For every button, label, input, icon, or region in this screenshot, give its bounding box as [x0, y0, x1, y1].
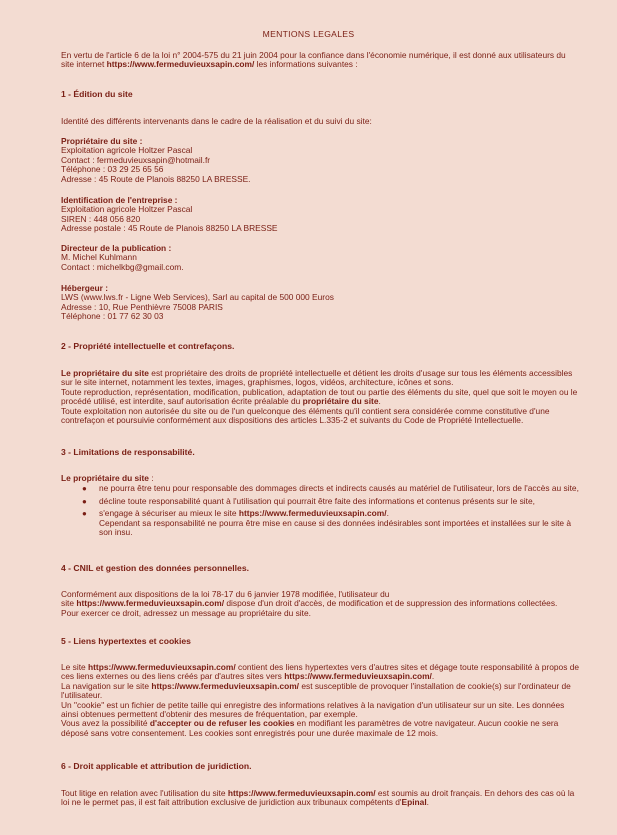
cookie-paragraph-1: La navigation sur le site — [61, 680, 152, 691]
owner-title: Propriétaire du site : — [61, 136, 143, 146]
bullet-icon: ● — [82, 484, 87, 494]
site-link[interactable]: https://www.fermeduvieuxsapin.com/ — [227, 788, 376, 798]
cnil-line-2: site — [61, 598, 77, 609]
page-title: MENTIONS LEGALES — [262, 29, 355, 39]
list-item-text: ne pourra être tenu pour responsable des dommages directs et indirects causés au matériel de l'utilisateur, lors de l'accès au site, — [99, 483, 579, 494]
company-address: Adresse postale : 45 Route de Planois 88250 LA BRESSE — [61, 223, 278, 234]
section-1-intro: Identité des différents intervenants dans le cadre de la réalisation et du suivi du site: — [61, 116, 372, 126]
host-phone: Téléphone : 01 77 62 30 03 — [61, 311, 164, 322]
owner-bold: Le propriétaire du site — [61, 368, 149, 378]
section-1-heading: 1 - Édition du site — [61, 89, 133, 99]
site-link[interactable]: https://www.fermeduvieuxsapin.com/ — [106, 59, 255, 70]
cookie-choice-bold: d'accepter ou de refuser les cookies — [149, 718, 295, 729]
list-item — [61, 497, 581, 506]
jurisdiction-paragraph-mid: est soumis au droit français. En dehors des cas où la loi ne le permet pas, il est fait attribution exclusive de juridiction aux tribunaux compétents d' — [61, 788, 575, 808]
list-item — [61, 509, 581, 518]
bullet-icon: ● — [82, 496, 87, 506]
director-title: Directeur de la publication : — [61, 243, 172, 253]
jurisdiction-paragraph-end: . — [426, 797, 429, 808]
links-paragraph-end: . — [431, 671, 435, 682]
owner-phone: Téléphone : 03 29 25 65 56 — [61, 164, 164, 175]
list-item-text: s'engage à sécuriser au mieux le site — [99, 508, 239, 519]
owner-contact: Contact : fermeduvieuxsapin@hotmail.fr — [61, 154, 211, 165]
intro-text: En vertu de l'article 6 de la loi n° 2004-575 du 21 juin 2004 pour la confiance dans l'économie numérique, il est donné aux utilisateurs du site internet — [61, 50, 566, 70]
ip-paragraph-1: est propriétaire des droits de propriété intellectuelle et détient les droits d'usage sur tous les éléments accessibles sur le site internet, notamment les textes, images, graphismes, logos, vidéos, architecture, icônes et sons. — [61, 368, 573, 388]
links-paragraph-mid: contient des liens hypertextes vers d'autres sites et dégage toute responsabilité à propos de ces liens externes ou des liens créés par d'autres sites vers — [61, 662, 580, 682]
company-name: Exploitation agricole Holtzer Pascal — [61, 204, 193, 215]
section-3-body — [61, 474, 581, 537]
section-5-body — [61, 663, 581, 738]
intro-paragraph — [61, 51, 581, 70]
list-item-end: . — [386, 508, 389, 519]
intro-text-end: les informations suivantes : — [254, 59, 358, 70]
owner-bold-3: Le propriétaire du site — [61, 473, 149, 483]
host-address: Adresse : 10, Rue Penthièvre 75008 PARIS — [61, 301, 223, 312]
cnil-line-1: Conformément aux dispositions de la loi 78-17 du 6 janvier 1978 modifiée, l'utilisateur du — [61, 589, 390, 599]
jurisdiction-paragraph: Tout litige en relation avec l'utilisation du site — [61, 788, 228, 798]
site-link[interactable]: https://www.fermeduvieuxsapin.com/ — [284, 671, 432, 682]
owner-block — [61, 137, 581, 184]
host-block — [61, 284, 581, 322]
host-name: LWS (www.lws.fr - Ligne Web Services), Sarl au capital de 500 000 Euros — [61, 292, 334, 303]
director-block — [61, 244, 581, 272]
cookie-paragraph-3-end: en modifiant les paramètres de votre navigateur. Aucun cookie ne sera déposé sans votre consentement. Les cookies sont enregistrés pour une durée maximale de 12 mois. — [61, 718, 559, 738]
site-link[interactable]: https://www.fermeduvieuxsapin.com/ — [151, 680, 300, 691]
section-3-heading: 3 - Limitations de responsabilité. — [61, 447, 195, 457]
ip-paragraph-2: Toute reproduction, représentation, modification, publication, adaptation de tout ou partie des éléments du site, quel que soit le moyen ou le procédé utilisé, est interdite, sauf autorisation écrite préalable du — [61, 386, 578, 407]
section-5-heading: 5 - Liens hypertextes et cookies — [61, 636, 191, 646]
ip-paragraph-2-end: . — [378, 396, 381, 407]
host-title: Hébergeur : — [61, 283, 109, 293]
cnil-line-3: Pour exercer ce droit, adressez un message au propriétaire du site. — [61, 607, 311, 618]
owner-bold-2: propriétaire du site — [302, 396, 379, 407]
list-item-text: décline toute responsabilité quant à l'utilisation qui pourrait être faite des informations et contenus présents sur le site, — [99, 495, 535, 506]
bullet-icon: ● — [82, 509, 87, 519]
cookie-paragraph-2: Un "cookie" est un fichier de petite taille qui enregistre des informations relatives à la navigation d'un utilisateur sur un site. Les données ainsi obtenues permettent d'obtenir des mesures de fréquentation, par exemple. — [61, 699, 565, 720]
links-paragraph: Le site — [61, 662, 89, 672]
company-title: Identification de l'entreprise : — [61, 195, 178, 205]
director-contact: Contact : michelkbg@gmail.com. — [61, 261, 184, 272]
section-4-body — [61, 590, 581, 618]
cookie-paragraph-1-end: est susceptible de provoquer l'installation de cookie(s) sur l'ordinateur de l'utilisateur. — [61, 680, 571, 701]
ip-paragraph-3: Toute exploitation non autorisée du site ou de l'un quelconque des éléments qu'il contient sera considérée comme constitutive d'une contrefaçon et poursuivie conformément aux dispositions des articles L.335-2 et suivants du Code de Propriété Intellectuelle. — [61, 405, 550, 426]
section-2-body — [61, 369, 581, 425]
company-siren: SIREN : 448 056 820 — [61, 213, 141, 224]
cookie-paragraph-3: Vous avez la possibilité — [61, 718, 150, 729]
section-6-heading: 6 - Droit applicable et attribution de juridiction. — [61, 761, 252, 771]
city-bold: Epinal — [401, 797, 427, 808]
site-link[interactable]: https://www.fermeduvieuxsapin.com/ — [76, 598, 225, 609]
cnil-line-2-end: dispose d'un droit d'accès, de modification et de suppression des informations collectées. — [224, 598, 558, 609]
section-6-body — [61, 789, 581, 808]
site-link[interactable]: https://www.fermeduvieuxsapin.com/ — [238, 508, 387, 519]
owner-line: Exploitation agricole Holtzer Pascal — [61, 145, 193, 156]
list-item — [61, 484, 581, 493]
director-name: M. Michel Kuhlmann — [61, 252, 137, 263]
site-link[interactable]: https://www.fermeduvieuxsapin.com/ — [88, 662, 236, 672]
lead-colon: : — [148, 473, 154, 483]
list-note: Cependant sa responsabilité ne pourra être mise en cause si des données indésirables sont importées et installées sur le site à son insu. — [99, 517, 572, 538]
section-2-heading: 2 - Propriété intellectuelle et contrefaçons. — [61, 341, 235, 351]
owner-address: Adresse : 45 Route de Planois 88250 LA BRESSE. — [61, 173, 251, 184]
section-4-heading: 4 - CNIL et gestion des données personnelles. — [61, 563, 249, 573]
company-block — [61, 196, 581, 234]
